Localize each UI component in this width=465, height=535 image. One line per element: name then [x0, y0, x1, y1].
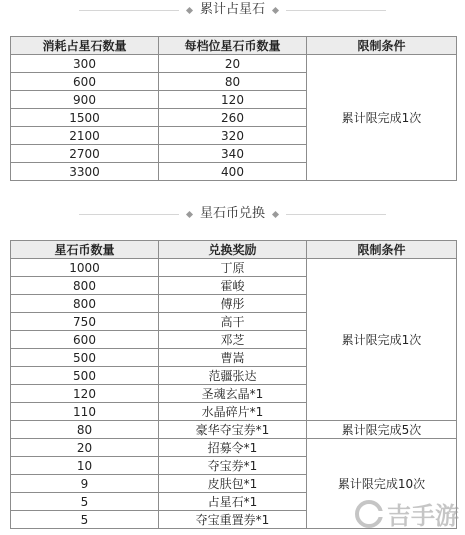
table-cell: 水晶碎片*1: [159, 403, 307, 421]
divider-line: [286, 214, 386, 215]
limit-cell: 累计限完成1次: [307, 259, 457, 421]
table-cell: 高干: [159, 313, 307, 331]
table-cell: 600: [11, 73, 159, 91]
table-cell: 500: [11, 367, 159, 385]
column-header: 限制条件: [307, 37, 457, 55]
column-header: 消耗占星石数量: [11, 37, 159, 55]
table-cell: 2700: [11, 145, 159, 163]
table-cell: 10: [11, 457, 159, 475]
table-cell: 5: [11, 493, 159, 511]
table-cell: 20: [159, 55, 307, 73]
table-cell: 500: [11, 349, 159, 367]
g-logo-icon: [355, 500, 383, 528]
table-cell: 120: [159, 91, 307, 109]
column-header: 每档位星石币数量: [159, 37, 307, 55]
table-cell: 皮肤包*1: [159, 475, 307, 493]
table-cell: 5: [11, 511, 159, 529]
column-header: 限制条件: [307, 241, 457, 259]
table-cell: 霍峻: [159, 277, 307, 295]
divider-line: [79, 214, 179, 215]
table-cell: 邓芝: [159, 331, 307, 349]
table-cell: 夺宝券*1: [159, 457, 307, 475]
limit-cell: 累计限完成5次: [307, 421, 457, 439]
table-cell: 傅彤: [159, 295, 307, 313]
table-cell: 1500: [11, 109, 159, 127]
table-cell: 丁原: [159, 259, 307, 277]
table-cell: 340: [159, 145, 307, 163]
divider-line: [79, 10, 179, 11]
column-header: 星石币数量: [11, 241, 159, 259]
table-cell: 750: [11, 313, 159, 331]
table-cell: 260: [159, 109, 307, 127]
diamond-icon: [272, 210, 279, 217]
table-cell: 2100: [11, 127, 159, 145]
section-title-exchange: [0, 204, 465, 224]
watermark: [355, 496, 459, 531]
table-cell: 豪华夺宝券*1: [159, 421, 307, 439]
limit-cell: 累计限完成10次: [307, 439, 457, 529]
diamond-icon: [186, 6, 193, 13]
section-title-text: 累计占星石: [199, 2, 265, 17]
table-cell: 9: [11, 475, 159, 493]
table-cell: 400: [159, 163, 307, 181]
table-cell: 20: [11, 439, 159, 457]
watermark-text: 吉手游: [387, 502, 459, 530]
table-cell: 300: [11, 55, 159, 73]
table-cell: 占星石*1: [159, 493, 307, 511]
diamond-icon: [272, 6, 279, 13]
table-header-row: [11, 241, 457, 259]
cumulative-star-stone-table: [10, 36, 457, 181]
star-coin-exchange-table: [10, 240, 457, 529]
table-row: [11, 259, 457, 277]
section-title-text: 星石币兑换: [199, 206, 265, 221]
table-cell: 110: [11, 403, 159, 421]
table-cell: 招募令*1: [159, 439, 307, 457]
table-cell: 圣魂玄晶*1: [159, 385, 307, 403]
limit-cell: 累计限完成1次: [307, 55, 457, 181]
table-cell: 600: [11, 331, 159, 349]
table-cell: 80: [159, 73, 307, 91]
table-cell: 3300: [11, 163, 159, 181]
table-cell: 800: [11, 277, 159, 295]
table-cell: 1000: [11, 259, 159, 277]
table-cell: 范疆张达: [159, 367, 307, 385]
section-title-cumulative: [0, 0, 465, 20]
divider-line: [286, 10, 386, 11]
column-header: 兑换奖励: [159, 241, 307, 259]
table-row: [11, 421, 457, 439]
table-cell: 曹嵩: [159, 349, 307, 367]
table-cell: 900: [11, 91, 159, 109]
diamond-icon: [186, 210, 193, 217]
table-row: [11, 55, 457, 73]
table-cell: 80: [11, 421, 159, 439]
table-cell: 120: [11, 385, 159, 403]
table-cell: 夺宝重置券*1: [159, 511, 307, 529]
table-row: [11, 439, 457, 457]
table-header-row: [11, 37, 457, 55]
table-cell: 800: [11, 295, 159, 313]
table-cell: 320: [159, 127, 307, 145]
